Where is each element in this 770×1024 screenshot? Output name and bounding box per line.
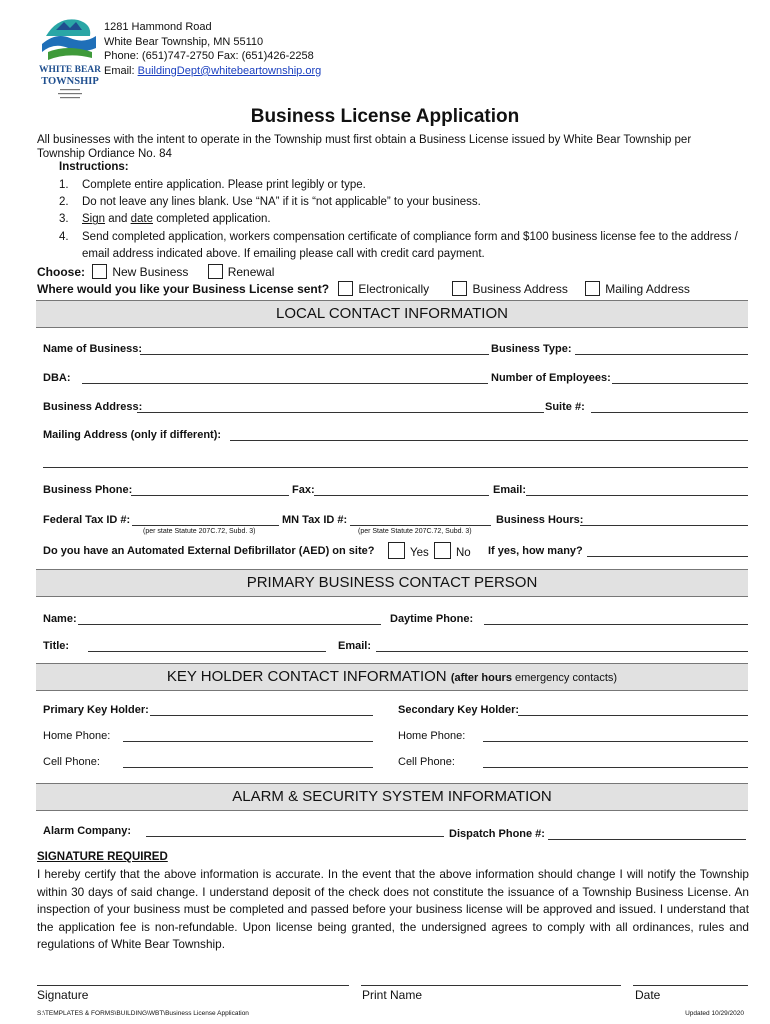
delivery-row bbox=[37, 281, 690, 296]
svg-text:TOWNSHIP: TOWNSHIP bbox=[41, 76, 99, 87]
section-alarm: ALARM & SECURITY SYSTEM INFORMATION bbox=[36, 783, 748, 811]
electronically-label: Electronically bbox=[358, 282, 430, 296]
delivery-label: Where would you like your Business License sent? bbox=[37, 282, 330, 296]
section-key-holder bbox=[36, 663, 748, 691]
secondary-key-field[interactable] bbox=[518, 715, 748, 716]
cell-phone-2-label: Cell Phone: bbox=[398, 756, 455, 768]
choose-row bbox=[37, 264, 274, 279]
mn-tax-label: MN Tax ID #: bbox=[282, 514, 348, 526]
home-phone-1-field[interactable] bbox=[123, 741, 373, 742]
section-primary-contact: PRIMARY BUSINESS CONTACT PERSON bbox=[36, 569, 748, 597]
instructions-heading: Instructions: bbox=[59, 161, 129, 173]
statute-note-2: (per State Statute 207C.72, Subd. 3) bbox=[358, 528, 472, 535]
alarm-company-field[interactable] bbox=[146, 836, 444, 837]
cell-phone-1-label: Cell Phone: bbox=[43, 756, 100, 768]
contact-email-label: Email: bbox=[338, 640, 372, 652]
business-phone-label: Business Phone: bbox=[43, 484, 133, 496]
primary-key-field[interactable] bbox=[150, 715, 373, 716]
renewal-label: Renewal bbox=[227, 265, 275, 279]
home-phone-2-field[interactable] bbox=[483, 741, 748, 742]
svg-text:WHITE BEAR: WHITE BEAR bbox=[38, 65, 102, 75]
business-address-field[interactable] bbox=[137, 412, 544, 413]
contact-title-label: Title: bbox=[43, 640, 70, 652]
contact-title-field[interactable] bbox=[88, 651, 326, 652]
aed-options bbox=[388, 542, 471, 559]
fax-label: Fax: bbox=[292, 484, 315, 496]
aed-yes-label: Yes bbox=[410, 547, 429, 559]
business-hours-label: Business Hours: bbox=[496, 514, 584, 526]
key-holder-sub: emergency contacts) bbox=[511, 672, 618, 684]
employees-label: Number of Employees: bbox=[491, 372, 611, 384]
mailing-address-field[interactable] bbox=[230, 440, 748, 441]
footer-path: S:\TEMPLATES & FORMS\BUILDING\WBT\Business License Application bbox=[37, 1010, 249, 1017]
how-many-label: If yes, how many? bbox=[488, 545, 583, 557]
signature-heading: SIGNATURE REQUIRED bbox=[37, 851, 168, 863]
how-many-field[interactable] bbox=[587, 556, 748, 557]
dba-field[interactable] bbox=[82, 383, 488, 384]
dispatch-phone-field[interactable] bbox=[548, 839, 746, 840]
mailing-address-label: Mailing Address bbox=[605, 282, 690, 296]
print-name-label: Print Name bbox=[362, 988, 423, 1002]
key-holder-heading: KEY HOLDER CONTACT INFORMATION bbox=[166, 668, 447, 685]
aed-label: Do you have an Automated External Defibrillator (AED) on site? bbox=[43, 545, 375, 557]
signature-field[interactable] bbox=[37, 985, 349, 986]
fax-field[interactable] bbox=[314, 495, 489, 496]
key-holder-sub-bold: (after hours bbox=[450, 672, 512, 684]
mailing-address-checkbox[interactable] bbox=[585, 281, 600, 296]
statute-note-1: (per state Statute 207C.72, Subd. 3) bbox=[143, 528, 256, 535]
new-business-label: New Business bbox=[112, 265, 189, 279]
business-type-field[interactable] bbox=[575, 354, 748, 355]
email-link[interactable]: BuildingDept@whitebeartownship.org bbox=[137, 64, 322, 77]
business-address-label: Business Address bbox=[472, 282, 568, 296]
aed-yes-checkbox[interactable] bbox=[388, 542, 405, 559]
date-field[interactable] bbox=[633, 985, 748, 986]
certification-text: I hereby certify that the above information is accurate. In the event that the above information should change I will notify the Township within 30 days of said change. I understand deposit of the check does not constitute the issuance of a Township Business License. An inspection of your business must be completed and passed before your business license will be approved and issued. I understand that the application fee is non-refundable. Upon license being granted, the undersigned agrees to comply with all ordinances, rules and regulations of White Bear Township. bbox=[37, 867, 749, 952]
township-contact-block bbox=[104, 20, 321, 78]
business-address-checkbox[interactable] bbox=[452, 281, 467, 296]
federal-tax-field[interactable] bbox=[132, 525, 279, 526]
new-business-checkbox[interactable] bbox=[92, 264, 107, 279]
choose-label: Choose: bbox=[37, 265, 85, 279]
business-name-label: Name of Business: bbox=[43, 343, 143, 355]
electronically-checkbox[interactable] bbox=[338, 281, 353, 296]
mailing-address-field-2[interactable] bbox=[43, 467, 748, 468]
business-address-label: Business Address: bbox=[43, 401, 143, 413]
instruction-item: 3. Sign and date completed application. bbox=[59, 213, 271, 226]
phone-fax: Phone: (651)747-2750 Fax: (651)426-2258 bbox=[104, 50, 314, 63]
page-title: Business License Application bbox=[250, 106, 520, 127]
suite-field[interactable] bbox=[591, 412, 748, 413]
daytime-phone-field[interactable] bbox=[484, 624, 748, 625]
alarm-company-label: Alarm Company: bbox=[43, 825, 132, 837]
aed-no-label: No bbox=[455, 547, 471, 559]
renewal-checkbox[interactable] bbox=[208, 264, 223, 279]
address-line-2: White Bear Township, MN 55110 bbox=[104, 35, 264, 48]
home-phone-2-label: Home Phone: bbox=[398, 730, 466, 742]
contact-name-label: Name: bbox=[43, 613, 77, 625]
aed-no-checkbox[interactable] bbox=[434, 542, 451, 559]
primary-key-label: Primary Key Holder: bbox=[43, 704, 149, 716]
cell-phone-2-field[interactable] bbox=[483, 767, 748, 768]
cell-phone-1-field[interactable] bbox=[123, 767, 373, 768]
instruction-item: 4. Send completed application, workers compensation certificate of compliance form and $100 business license fee to the address / email address indicated above. If emailing please call with credit card payment. bbox=[59, 230, 738, 260]
federal-tax-label: Federal Tax ID #: bbox=[43, 514, 131, 526]
print-name-field[interactable] bbox=[361, 985, 621, 986]
instruction-item: 1. Complete entire application. Please print legibly or type. bbox=[59, 179, 366, 191]
section-local-contact: LOCAL CONTACT INFORMATION bbox=[36, 300, 748, 328]
address-line-1: 1281 Hammond Road bbox=[104, 21, 212, 33]
township-logo bbox=[38, 14, 102, 104]
email-label: Email: bbox=[104, 64, 138, 77]
footer-updated: Updated 10/29/2020 bbox=[685, 1010, 744, 1017]
intro-text: All businesses with the intent to operate in the Township must first obtain a Business License issued by White Bear Township per Township Ordiance No. 84 bbox=[37, 134, 692, 160]
business-phone-field[interactable] bbox=[131, 495, 289, 496]
mailing-address-label: Mailing Address (only if different): bbox=[43, 429, 222, 441]
secondary-key-label: Secondary Key Holder: bbox=[398, 704, 520, 716]
business-hours-field[interactable] bbox=[580, 525, 748, 526]
email-field[interactable] bbox=[526, 495, 748, 496]
home-phone-1-label: Home Phone: bbox=[43, 730, 111, 742]
email-label: Email: bbox=[493, 484, 527, 496]
daytime-phone-label: Daytime Phone: bbox=[390, 613, 474, 625]
date-label: Date bbox=[635, 988, 661, 1002]
contact-email-field[interactable] bbox=[376, 651, 748, 652]
instruction-item: 2. Do not leave any lines blank. Use “NA” if it is “not applicable” to your business. bbox=[59, 196, 481, 209]
mn-tax-field[interactable] bbox=[350, 525, 491, 526]
contact-name-field[interactable] bbox=[78, 624, 381, 625]
business-type-label: Business Type: bbox=[491, 343, 572, 355]
instructions-list bbox=[59, 177, 739, 263]
employees-field[interactable] bbox=[612, 383, 748, 384]
dispatch-phone-label: Dispatch Phone #: bbox=[449, 828, 545, 840]
suite-label: Suite #: bbox=[545, 401, 585, 413]
business-name-field[interactable] bbox=[140, 354, 489, 355]
signature-label: Signature bbox=[37, 988, 89, 1002]
dba-label: DBA: bbox=[43, 372, 71, 384]
